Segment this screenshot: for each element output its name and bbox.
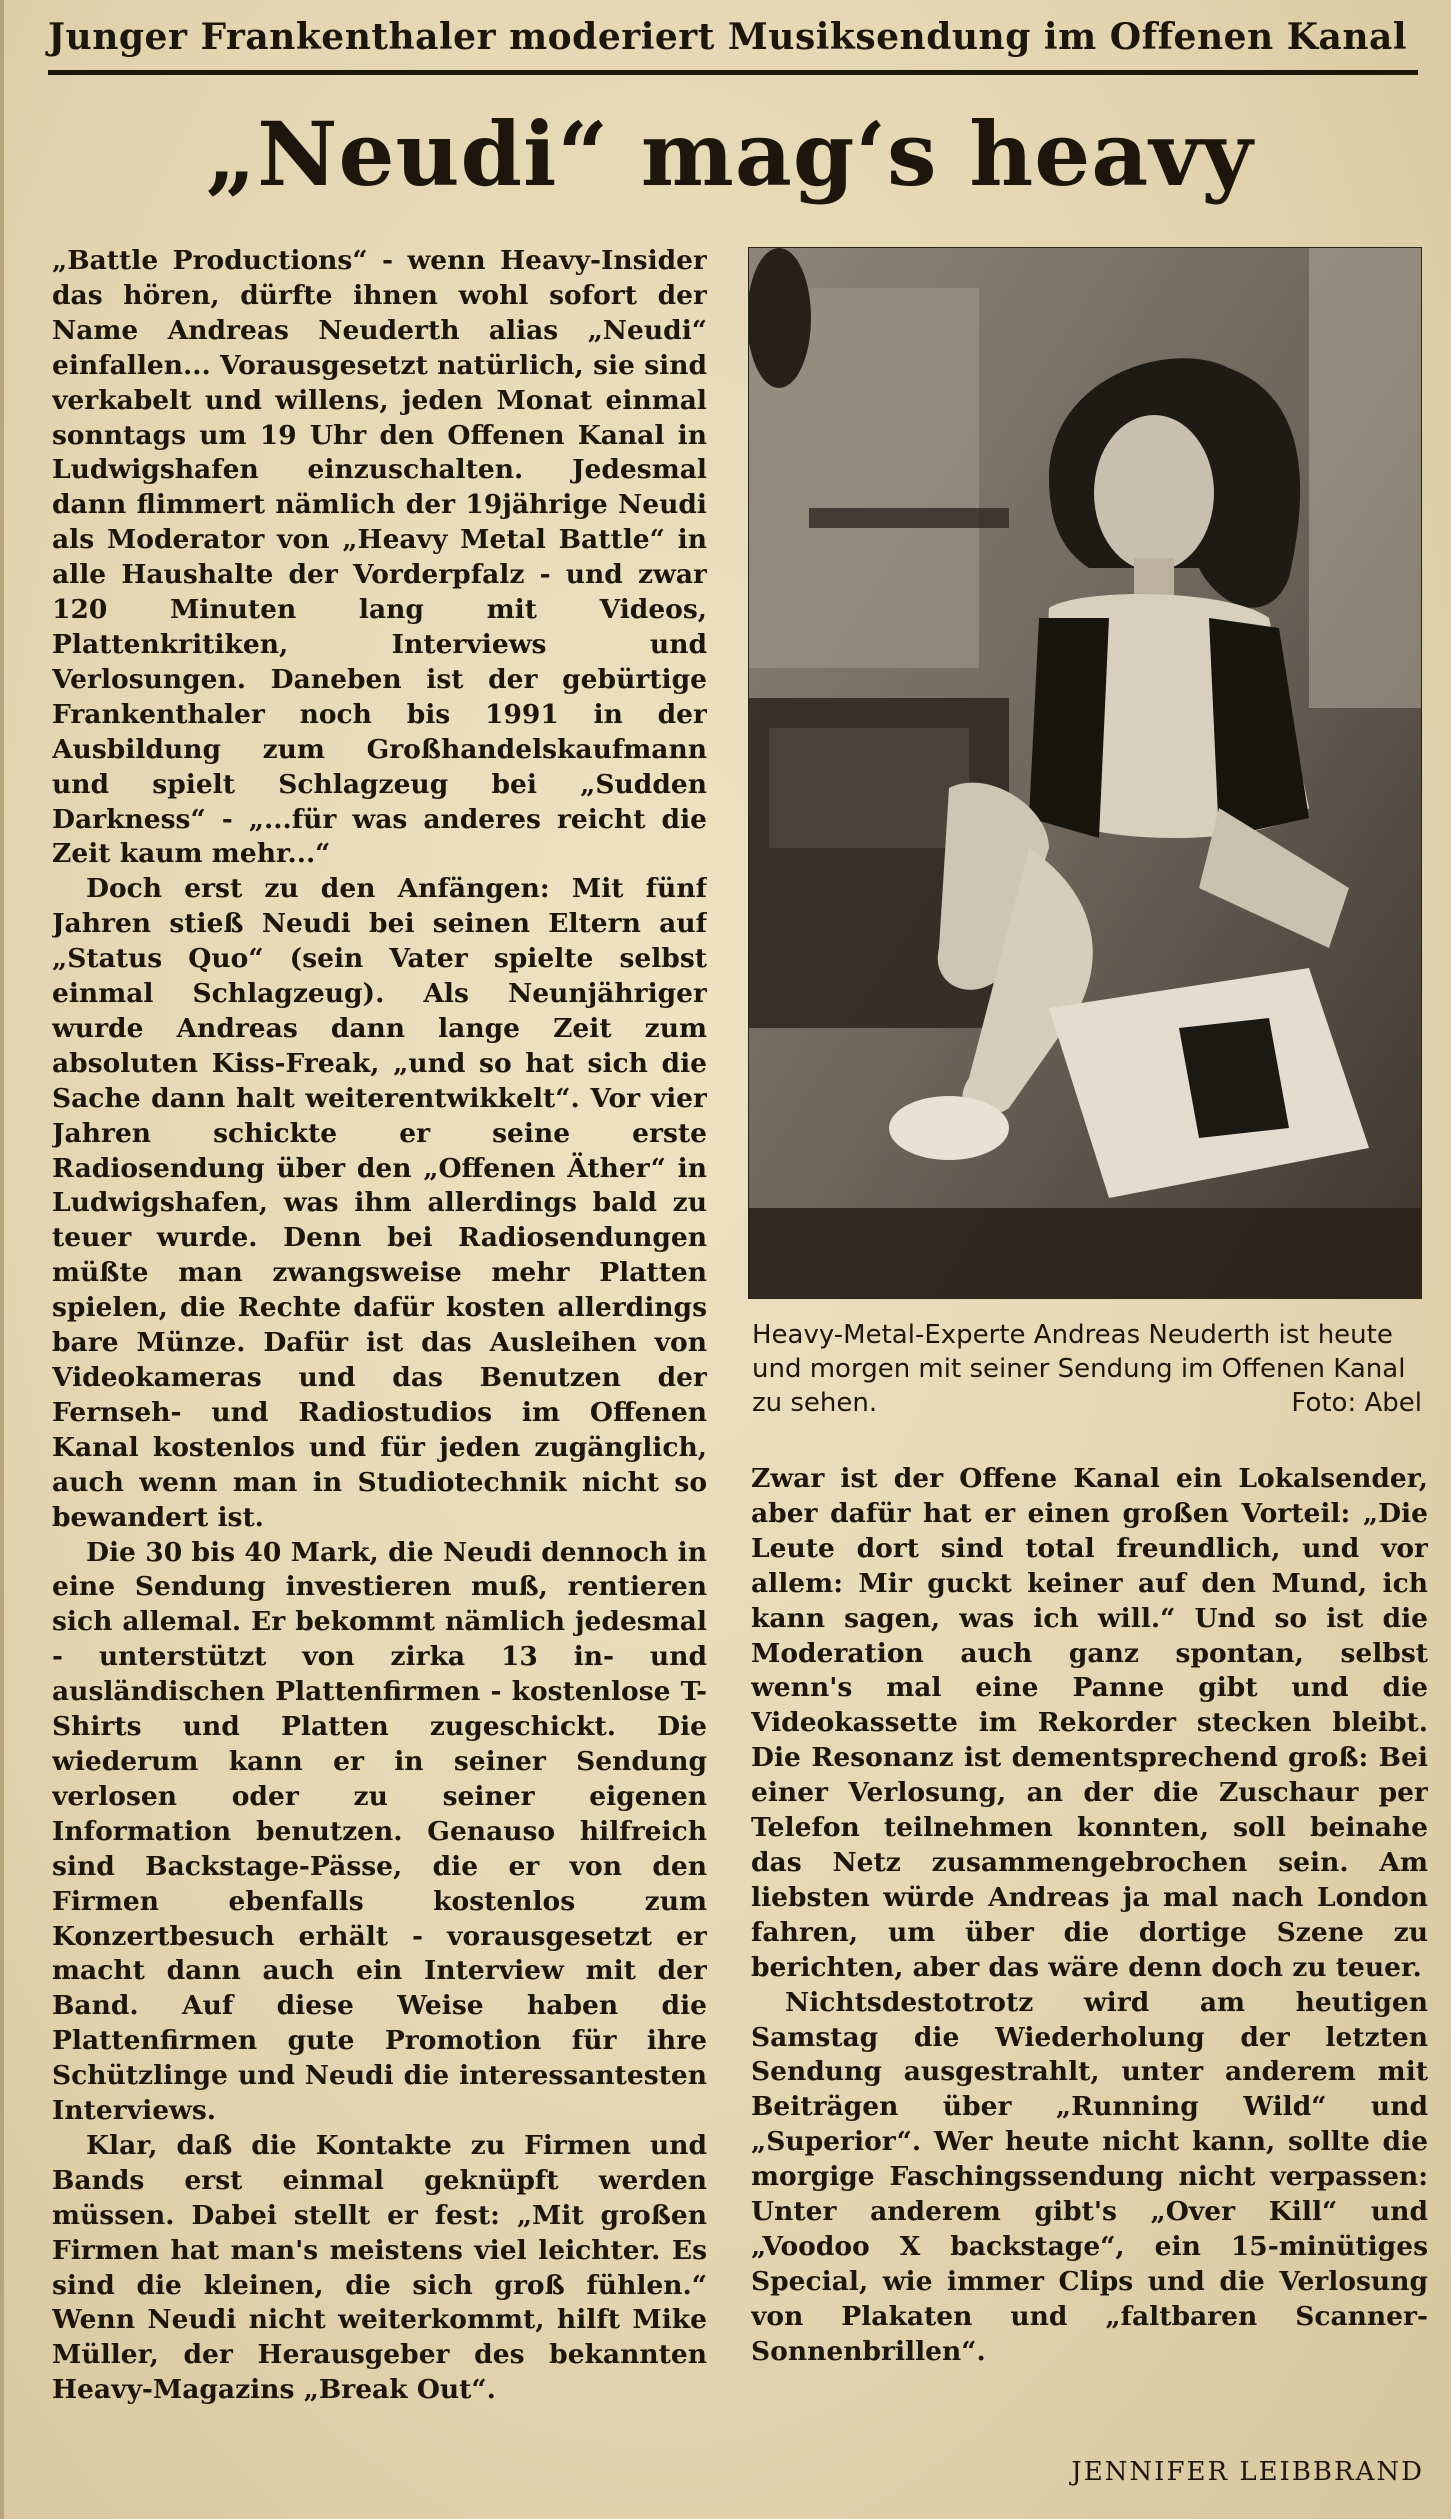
article-photo (748, 247, 1422, 1299)
paragraph: Doch erst zu den Anfängen: Mit fünf Jahren stieß Neudi bei seinen Eltern auf „Status Quo“ (sein Vater spielte selbst einmal Schlagzeug). Als Neunjähriger wurde Andreas dann lange Zeit zum absoluten Kiss-Freak, „und so hat sich die Sache dann halt weiterentwikkelt“. Vor vier Jahren schickte er seine erste Radiosendung über den „Offenen Äther“ in Ludwigshafen, was ihm allerdings bald zu teuer wurde. Denn bei Radiosendungen müßte man zwangsweise mehr Platten spielen, die Rechte dafür kosten allerdings bare Münze. Dafür ist das Ausleihen von Videokameras und das Benutzen der Fernseh- und Radiostudios im Offenen Kanal kostenlos und für jeden zugänglich, auch wenn man in Studiotechnik nicht so bewandert ist. (52, 873, 707, 1533)
paragraph: Nichtsdestotrotz wird am heutigen Samstag die Wiederholung der letzten Sendung ausgestrahlt, unter anderem mit Beiträgen über „Running Wild“ und „Superior“. Wer heute nicht kann, sollte die morgige Faschingssendung nicht verpassen: Unter anderem gibt's „Over Kill“ und „Voodoo X backstage“, ein 15-minütiges Special, wie immer Clips und die Verlosung von Plakaten und „faltbaren Scanner-Sonnenbrillen“. (751, 1986, 1428, 2367)
kicker-line: Junger Frankenthaler moderiert Musiksendung im Offenen Kanal (48, 16, 1408, 58)
article-column-left (52, 244, 707, 2506)
kicker-rule (48, 70, 1418, 75)
photo-credit: Foto: Abel (1291, 1388, 1422, 1418)
article-column-right (751, 1462, 1428, 2482)
headline: „Neudi“ mag‘s heavy (205, 102, 1254, 206)
paragraph: Die 30 bis 40 Mark, die Neudi dennoch in eine Sendung investieren muß, rentieren sich allemal. Er bekommt nämlich jedesmal - unterstützt von zirka 13 in- und ausländischen Plattenfirmen - kostenlose T-Shirts und Platten zugeschickt. Die wiederum kann er in seiner Sendung verlosen oder zu seiner eigenen Information benutzen. Genauso hilfreich sind Backstage-Pässe, die er von den Firmen ebenfalls kostenlos zum Konzertbesuch erhält - vorausgesetzt er macht dann auch ein Interview mit der Band. Auf diese Weise haben die Plattenfirmen gute Promotion für ihre Schützlinge und Neudi die interessantesten Interviews. (52, 1536, 707, 2127)
byline: JENNIFER LEIBBRAND (1071, 2457, 1424, 2487)
paragraph: Zwar ist der Offene Kanal ein Lokalsender, aber dafür hat er einen großen Vorteil: „Die Leute dort sind total freundlich, und vor allem: Mir guckt keiner auf den Mund, ich kann sagen, was ich will.“ Und so ist die Moderation auch ganz spontan, selbst wenn's mal eine Panne gibt und die Videokassette im Rekorder stecken bleibt. Die Resonanz ist dementsprechend groß: Bei einer Verlosung, an der die Zuschaur per Telefon teilnehmen konnten, soll beinahe das Netz zusammengebrochen sein. Am liebsten würde Andreas ja mal nach London fahren, um über die dortige Szene zu berichten, aber das wäre denn doch zu teuer. (751, 1463, 1428, 1983)
photo-caption (752, 1318, 1422, 1420)
caption-text: Heavy-Metal-Experte Andreas Neuderth ist heute und morgen mit seiner Sendung im Offenen Kanal zu sehen. (752, 1320, 1406, 1418)
paragraph: Klar, daß die Kontakte zu Firmen und Bands erst einmal geknüpft werden müssen. Dabei stellt er fest: „Mit großen Firmen hat man's meistens viel leichter. Es sind die kleinen, die sich groß fühlen.“ Wenn Neudi nicht weiterkommt, hilft Mike Müller, der Herausgeber des bekannten Heavy-Magazins „Break Out“. (52, 2129, 707, 2406)
paragraph: „Battle Productions“ - wenn Heavy-Insider das hören, dürfte ihnen wohl sofort der Name Andreas Neuderth alias „Neudi“ einfallen... Vorausgesetzt natürlich, sie sind verkabelt und willens, jeden Monat einmal sonntags um 19 Uhr den Offenen Kanal in Ludwigshafen einzuschalten. Jedesmal dann flimmert nämlich der 19jährige Neudi als Moderator von „Heavy Metal Battle“ in alle Haushalte der Vorderpfalz - und zwar 120 Minuten lang mit Videos, Plattenkritiken, Interviews und Verlosungen. Daneben ist der gebürtige Frankenthaler noch bis 1991 in der Ausbildung zum Großhandelskaufmann und spielt Schlagzeug bei „Sudden Darkness“ - „...für was anderes reicht die Zeit kaum mehr...“ (52, 245, 707, 870)
